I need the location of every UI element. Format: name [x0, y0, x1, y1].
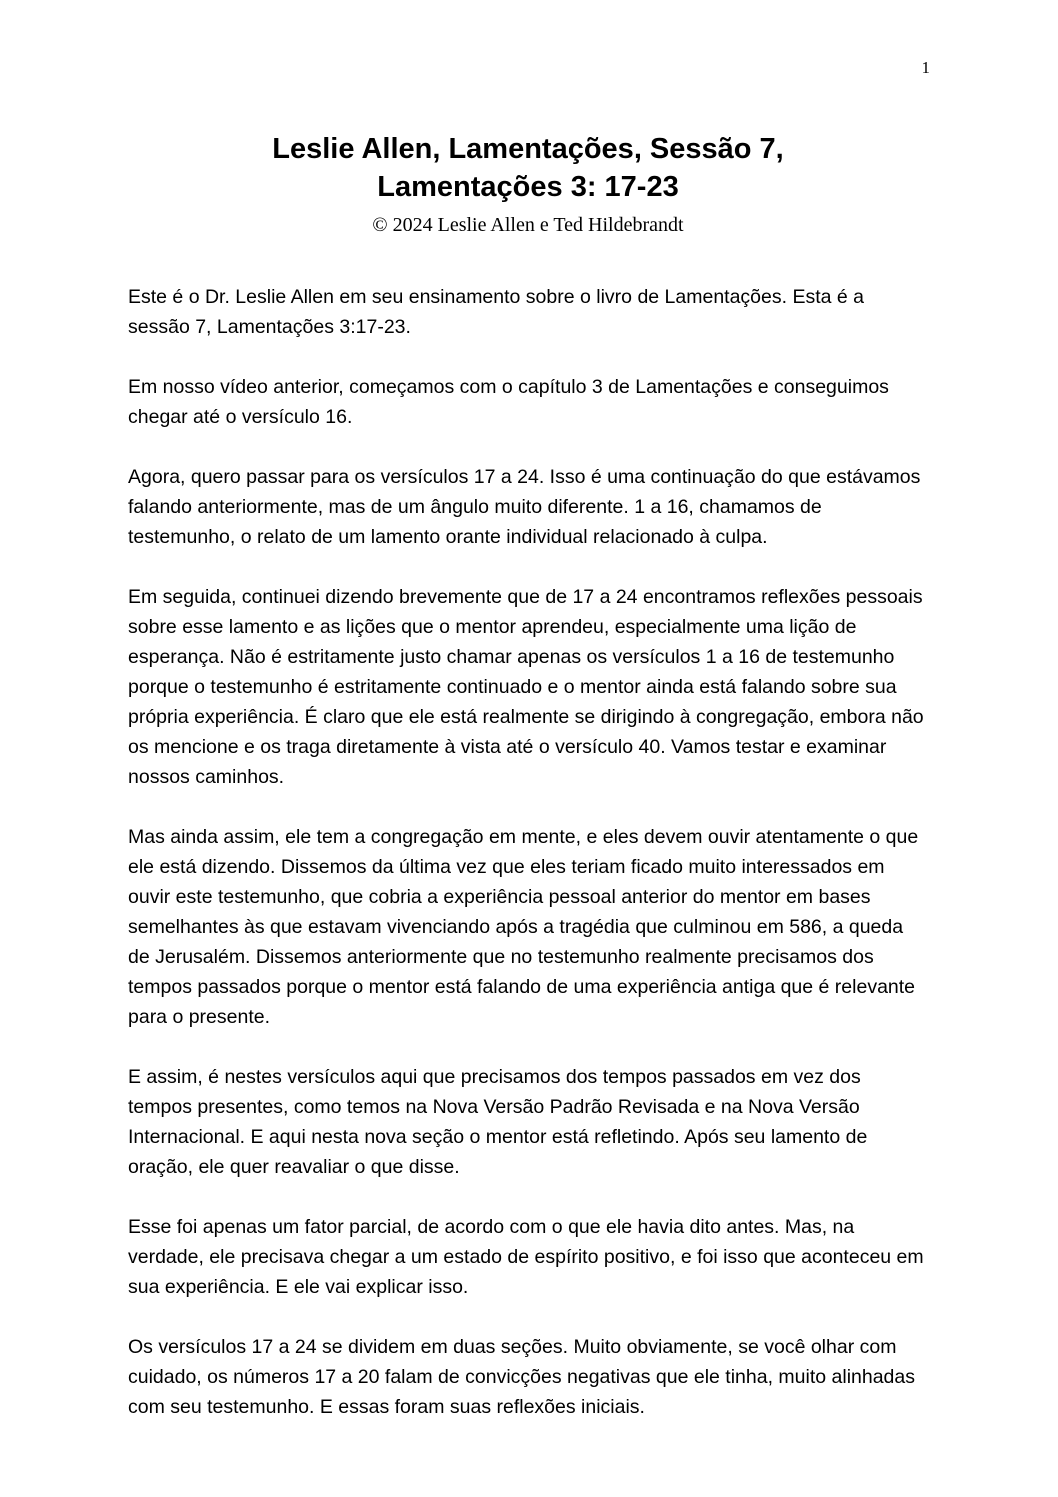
paragraph: Este é o Dr. Leslie Allen em seu ensinamento sobre o livro de Lamentações. Esta é a sessão 7, Lamentações 3:17-23.: [128, 286, 865, 338]
paragraph: E assim, é nestes versículos aqui que precisamos dos tempos passados em vez dos tempos presentes, como temos na Nova Versão Padrão Revisada e na Nova Versão Internacional. E aqui nesta nova seção o mentor está refletindo. Após seu lamento de oração, ele quer reavaliar o que disse.: [128, 1066, 868, 1178]
copyright-line: © 2024 Leslie Allen e Ted Hildebrandt: [372, 214, 684, 236]
title-line-2: Lamentações 3: 17-23: [377, 171, 679, 203]
paragraph: Esse foi apenas um fator parcial, de acordo com o que ele havia dito antes. Mas, na verdade, ele precisava chegar a um estado de espírito positivo, e foi isso que aconteceu em sua experiência. E ele vai explicar isso.: [128, 1216, 924, 1298]
page-number: 1: [921, 58, 930, 77]
paragraph: Mas ainda assim, ele tem a congregação em mente, e eles devem ouvir atentamente o que ele está dizendo. Dissemos da última vez que eles teriam ficado muito interessados em ouvir este testemunho, que cobria a experiência pessoal anterior do mentor em bases semelhantes às que estavam vivenciando após a tragédia que culminou em 586, a queda de Jerusalém. Dissemos anteriormente que no testemunho realmente precisamos dos tempos passados porque o mentor está falando de uma experiência antiga que é relevante para o presente.: [128, 826, 919, 1028]
paragraph: Em seguida, continuei dizendo brevemente que de 17 a 24 encontramos reflexões pessoais sobre esse lamento e as lições que o mentor aprendeu, especialmente uma lição de esperança. Não é estritamente justo chamar apenas os versículos 1 a 16 de testemunho porque o testemunho é estritamente continuado e o mentor ainda está falando sobre sua própria experiência. É claro que ele está realmente se dirigindo à congregação, embora não os mencione e os traga diretamente à vista até o versículo 40. Vamos testar e examinar nossos caminhos.: [128, 586, 924, 788]
paragraph: Agora, quero passar para os versículos 17 a 24. Isso é uma continuação do que estávamos falando anteriormente, mas de um ângulo muito diferente. 1 a 16, chamamos de testemunho, o relato de um lamento orante individual relacionado à culpa.: [128, 466, 921, 548]
paragraph: Os versículos 17 a 24 se dividem em duas seções. Muito obviamente, se você olhar com cuidado, os números 17 a 20 falam de convicções negativas que ele tinha, muito alinhadas com seu testemunho. E essas foram suas reflexões iniciais.: [128, 1336, 915, 1418]
paragraph: Em nosso vídeo anterior, começamos com o capítulo 3 de Lamentações e conseguimos chegar até o versículo 16.: [128, 376, 889, 428]
title-line-1: Leslie Allen, Lamentações, Sessão 7,: [272, 133, 784, 165]
document-title: [128, 130, 928, 206]
